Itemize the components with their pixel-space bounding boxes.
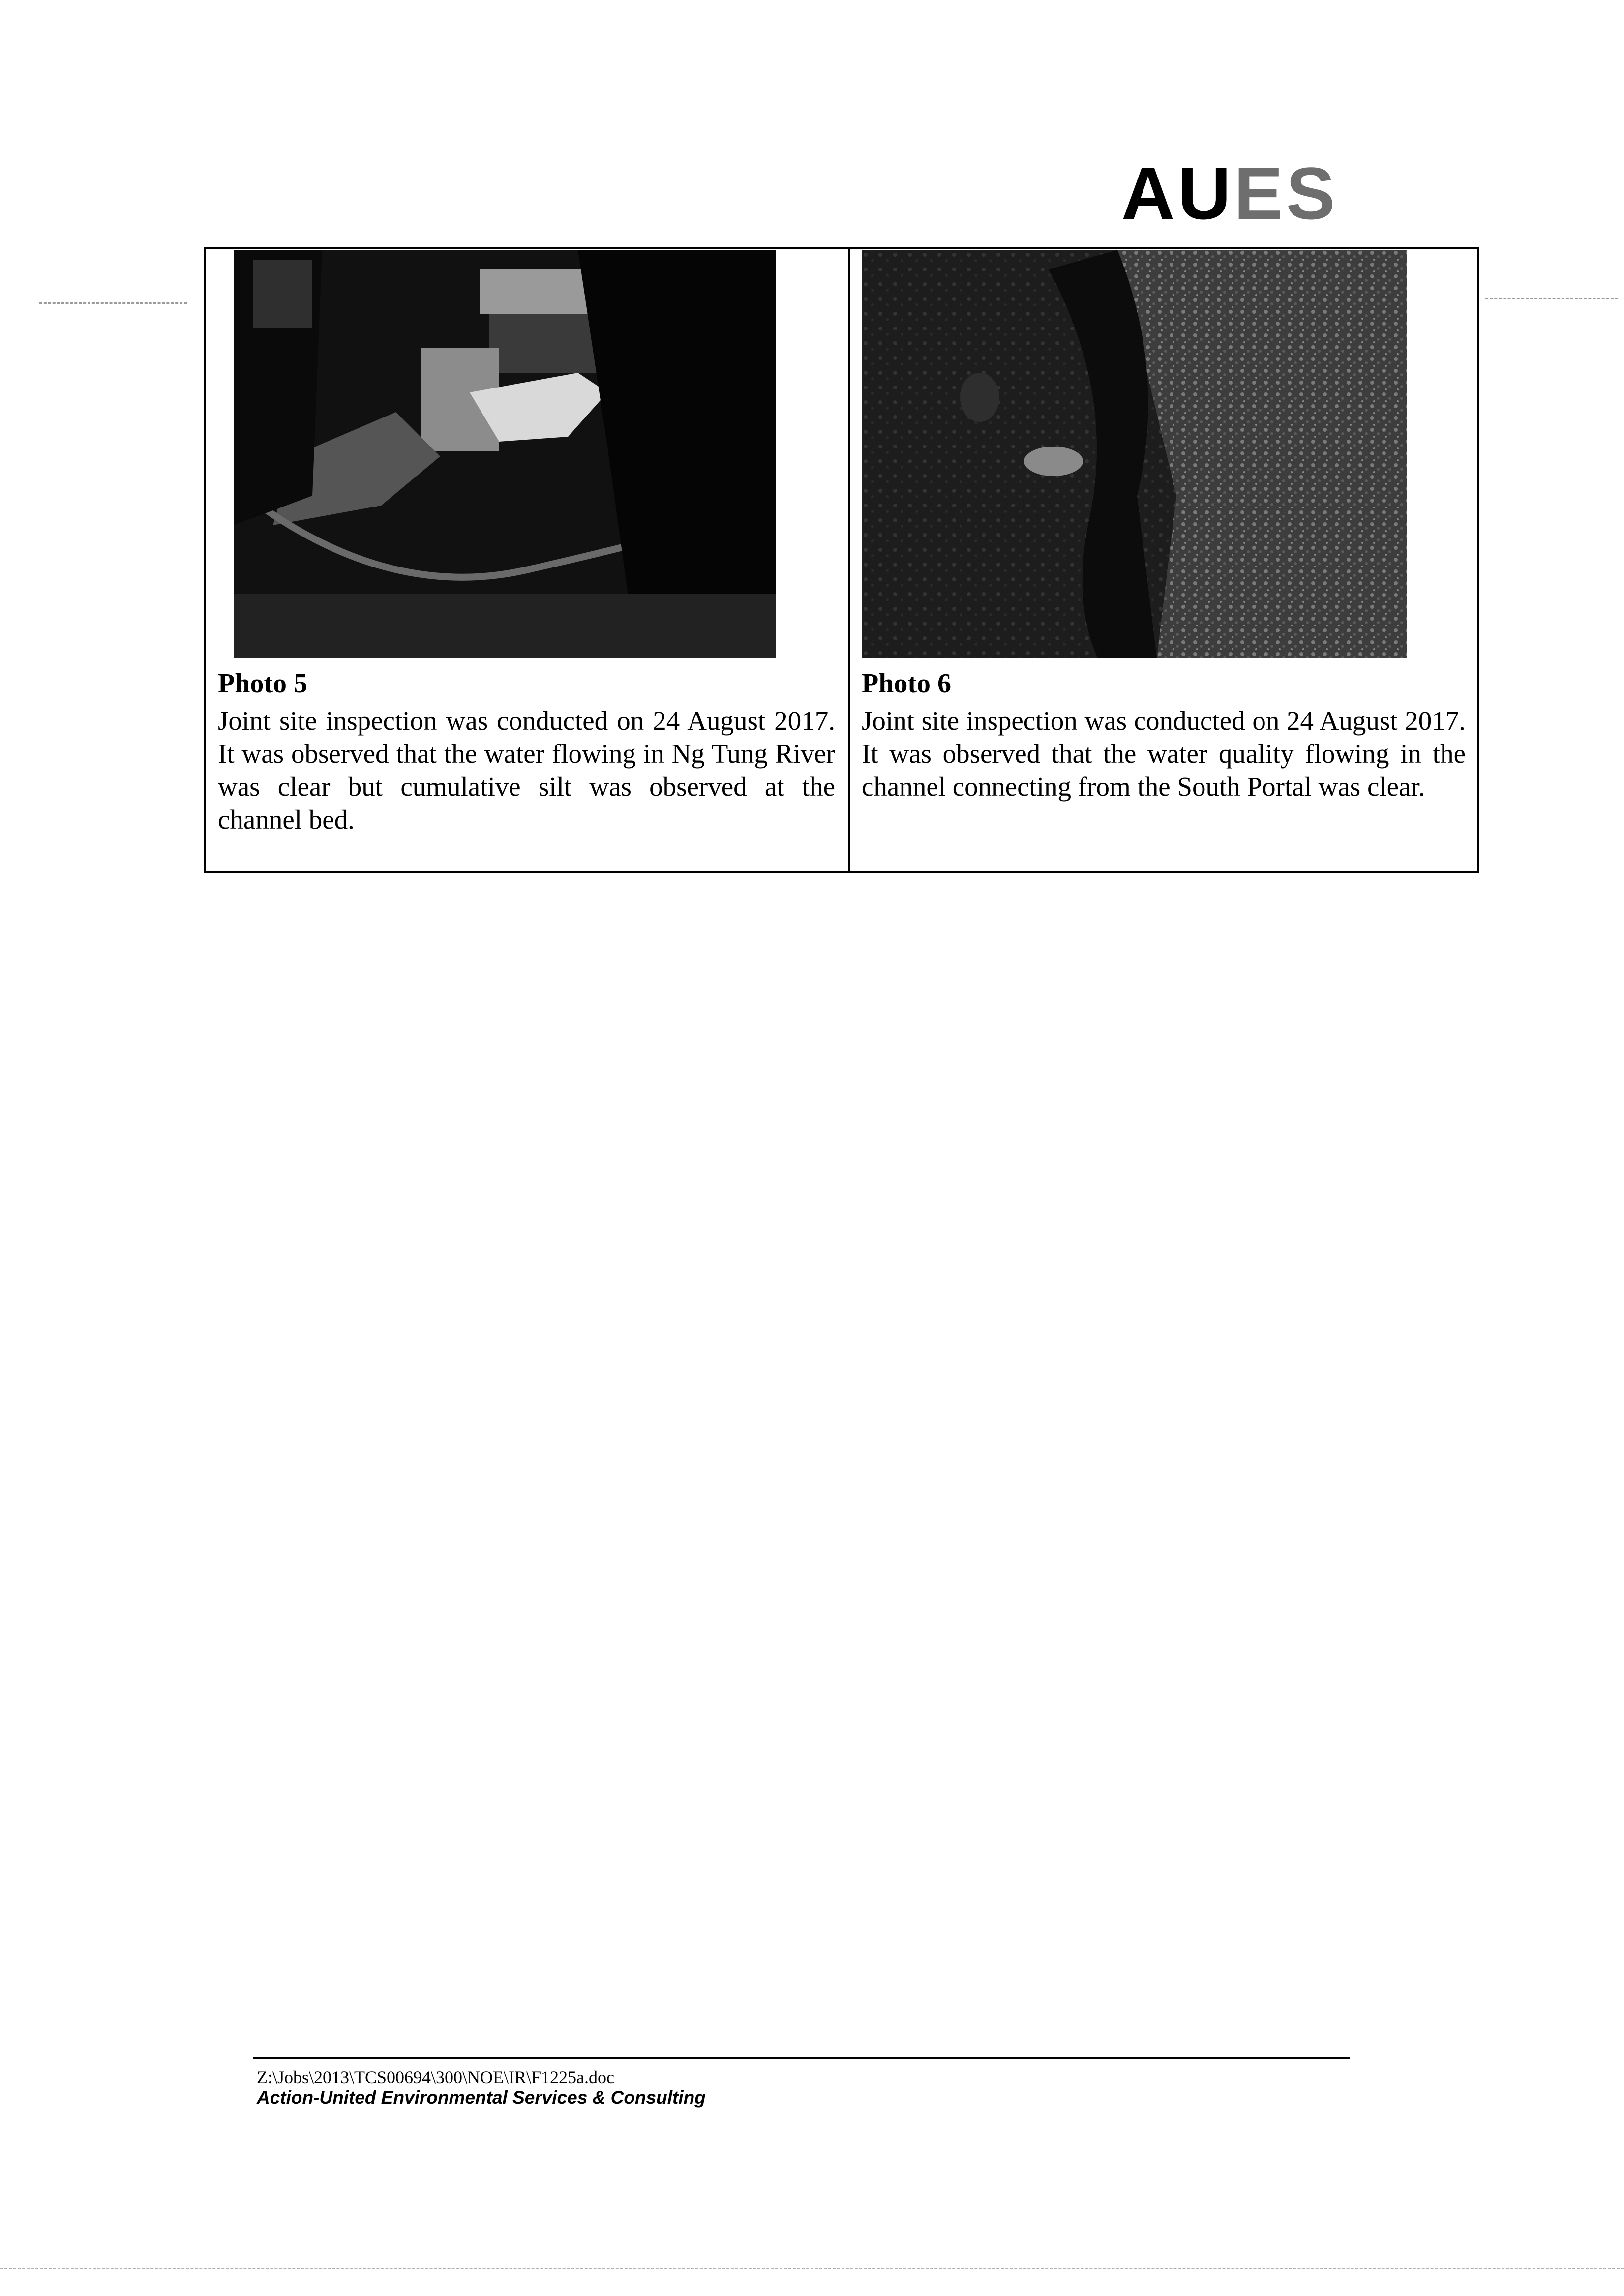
logo-text-primary: AU bbox=[1121, 152, 1234, 235]
company-logo bbox=[1121, 152, 1338, 235]
scan-artifact-line bbox=[0, 2268, 1624, 2269]
footer-company-name: Action-United Environmental Services & Consulting bbox=[257, 2087, 706, 2108]
photo-5-title: Photo 5 bbox=[218, 668, 307, 699]
scan-artifact-line bbox=[1485, 298, 1618, 299]
logo-text-accent: ES bbox=[1233, 152, 1338, 235]
table-divider bbox=[848, 247, 850, 873]
photo-6-caption: Joint site inspection was conducted on 24 August 2017. It was observed that the water quality flowing in the channel connecting from the South Portal was clear. bbox=[862, 706, 1466, 802]
photo-6-title: Photo 6 bbox=[862, 668, 951, 699]
scan-artifact-line bbox=[39, 302, 187, 304]
photo-5-image bbox=[234, 250, 776, 658]
photo-6-image bbox=[862, 250, 1407, 658]
footer-rule bbox=[253, 2057, 1350, 2059]
footer-file-path: Z:\Jobs\2013\TCS00694\300\NOE\IR\F1225a.doc bbox=[257, 2067, 615, 2087]
photo-5-caption: Joint site inspection was conducted on 24 August 2017. It was observed that the water flowing in Ng Tung River was clear but cumulative silt was observed at the channel bed. bbox=[218, 706, 835, 835]
